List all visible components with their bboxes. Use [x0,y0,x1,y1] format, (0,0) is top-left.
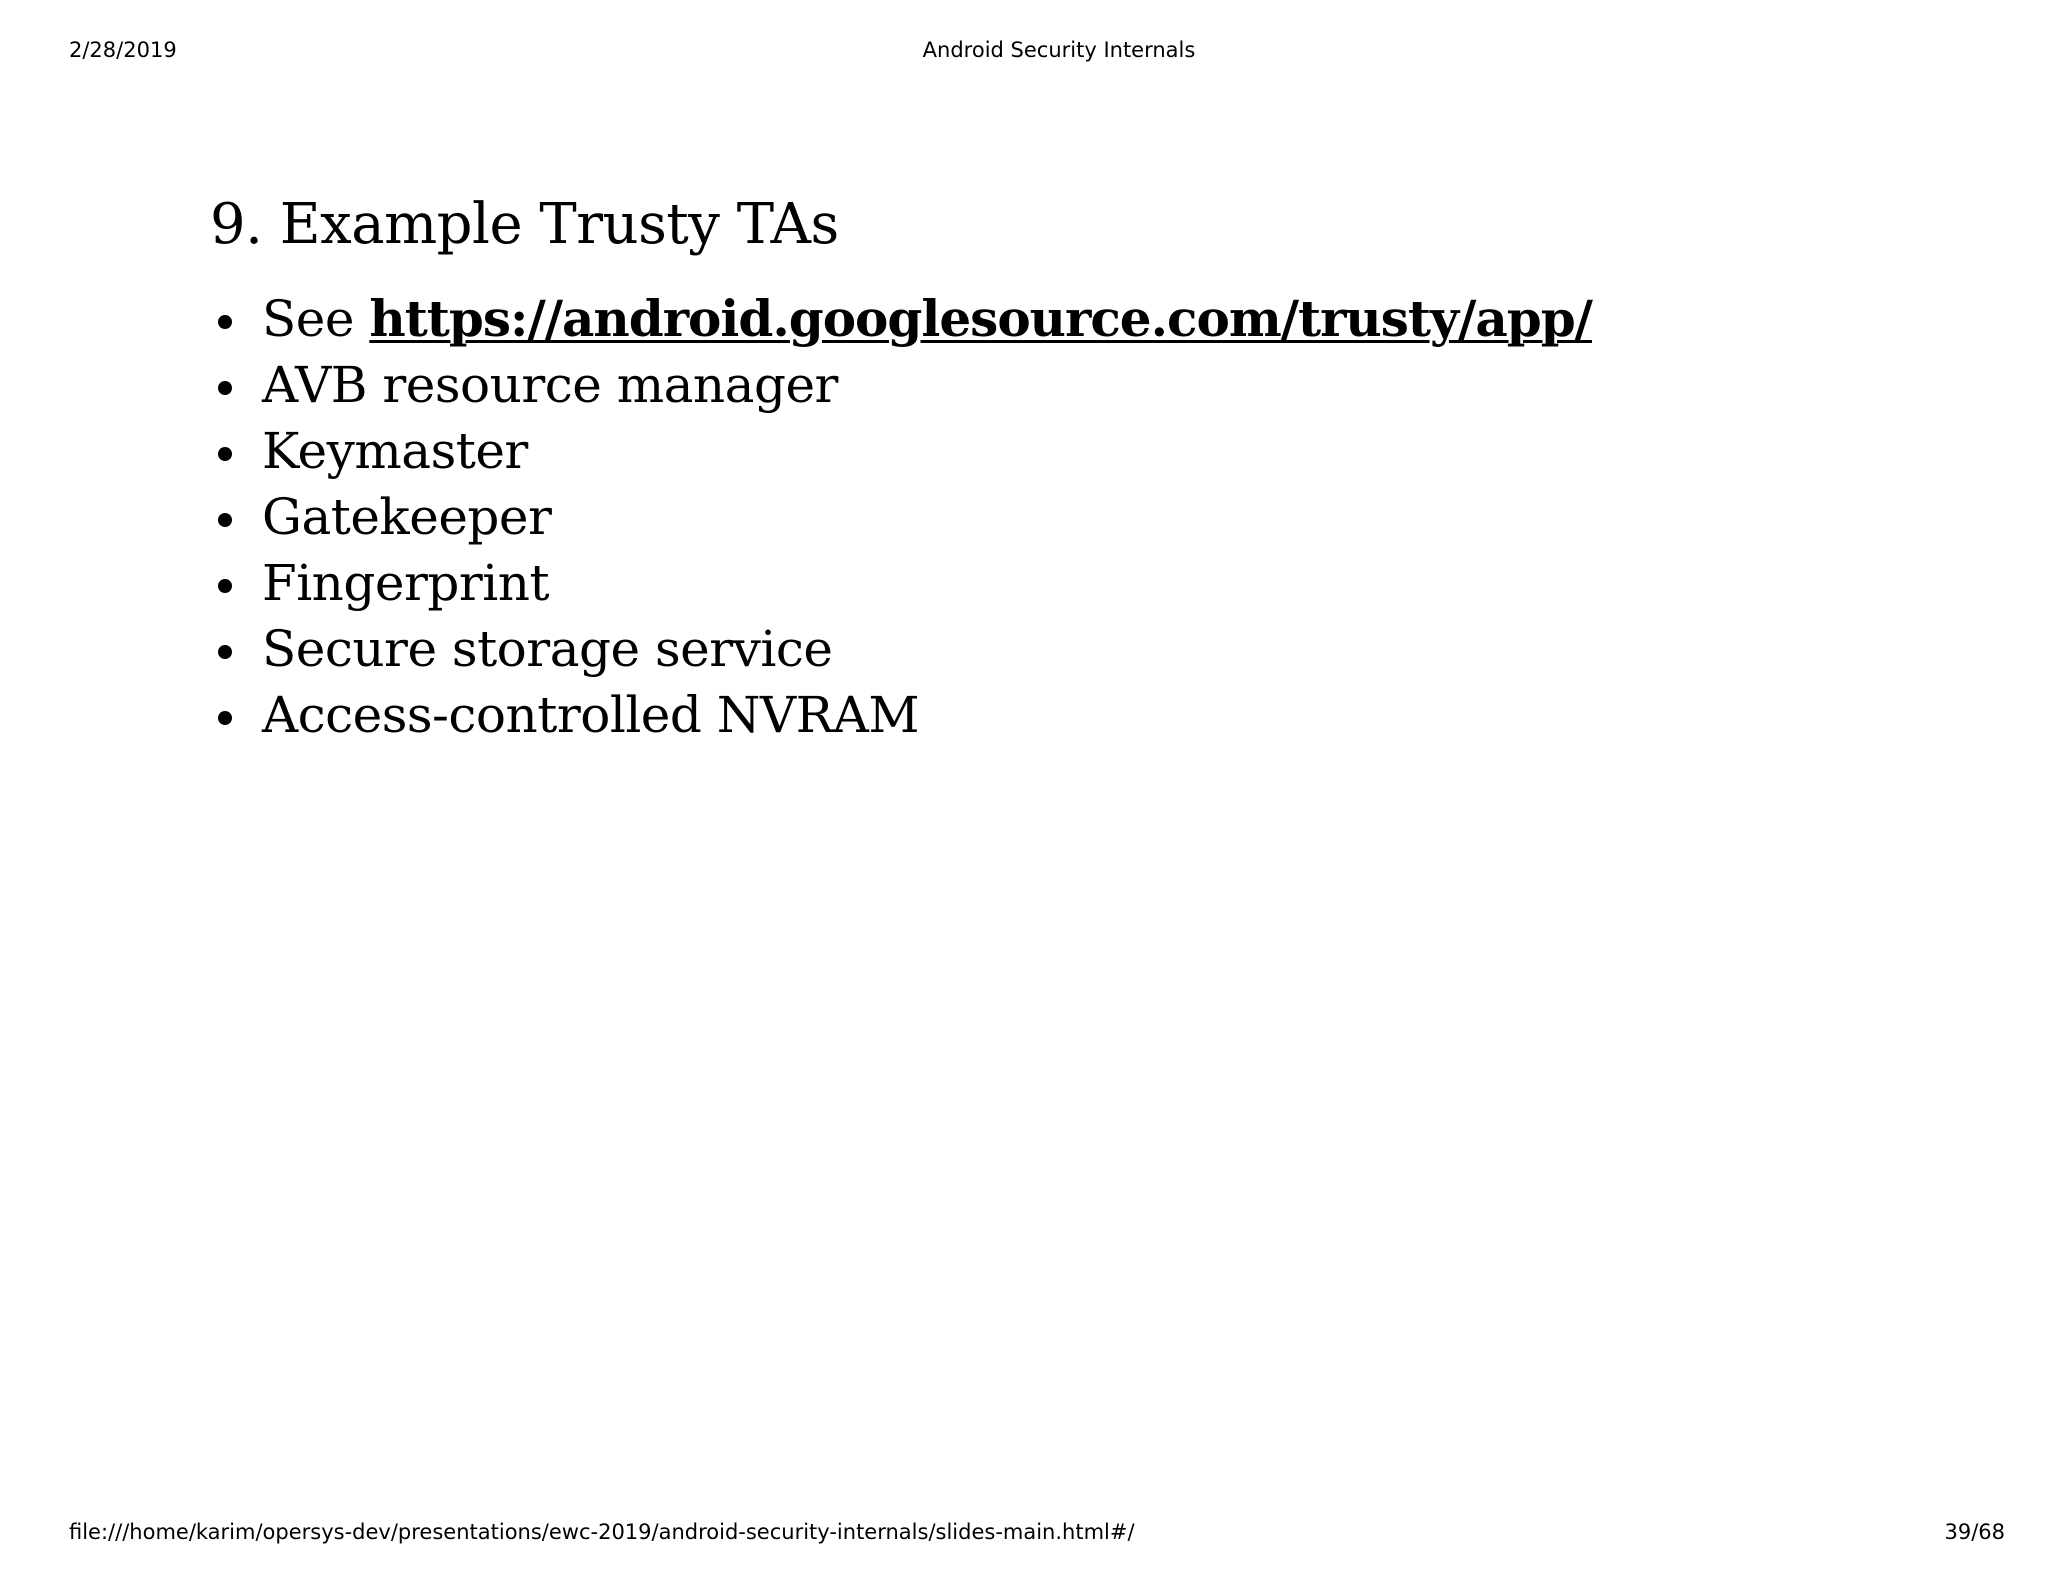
page-number: 39/68 [1944,1520,2005,1544]
print-date: 2/28/2019 [69,38,177,62]
slide-content [210,188,1910,748]
list-item [210,616,1910,682]
bullet-icon [218,447,232,461]
list-item-text: Keymaster [262,422,528,480]
list-item [210,682,1910,748]
page-url: file:///home/karim/opersys-dev/presentations/ewc-2019/android-security-internals/slides-main.html#/ [69,1520,1135,1544]
bullet-list [210,286,1910,748]
list-item [210,418,1910,484]
list-item-text: Fingerprint [262,554,550,612]
list-item-text: AVB resource manager [262,356,838,414]
bullet-icon [218,711,232,725]
document-title: Android Security Internals [922,38,1196,62]
list-item [210,352,1910,418]
list-item-text: Secure storage service [262,620,833,678]
bullet-icon [218,579,232,593]
bullet-icon [218,513,232,527]
link-intro-text: See [262,290,354,348]
list-item [210,286,1910,352]
list-item [210,550,1910,616]
slide-title: 9. Example Trusty TAs [210,192,839,257]
list-item [210,484,1910,550]
trusty-app-link[interactable]: https://android.googlesource.com/trusty/app/ [369,289,1592,348]
list-item-text: Access-controlled NVRAM [262,686,920,744]
bullet-icon [218,381,232,395]
bullet-icon [218,645,232,659]
bullet-icon [218,315,232,329]
list-item-text: Gatekeeper [262,488,552,546]
